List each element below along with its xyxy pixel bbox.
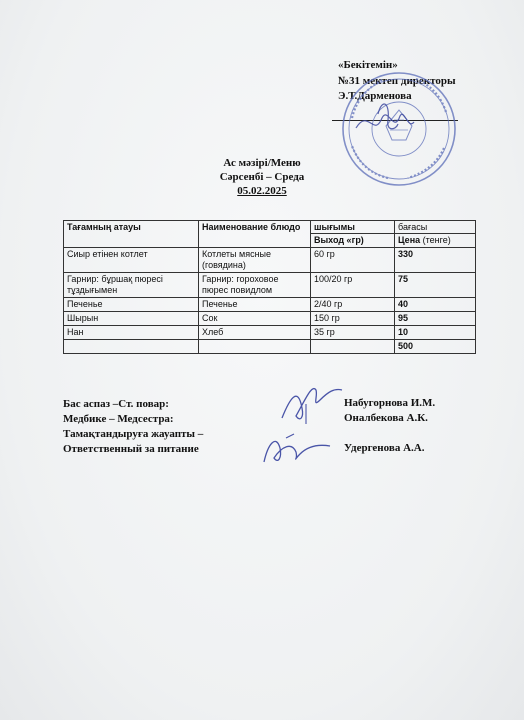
cell-empty: [64, 340, 199, 354]
header-price-ru-bold: Цена: [398, 235, 421, 245]
responsible-role-ru: Ответственный за питание: [63, 443, 199, 455]
cell-price: 75: [395, 273, 476, 298]
cell-yield: 60 гр: [311, 248, 395, 273]
table-row: [64, 273, 476, 298]
cell-dish-kz: Гарнир: бұршақ пюресі тұздығымен: [64, 273, 199, 298]
chef-name: Набугорнова И.М.: [344, 397, 436, 409]
menu-weekday: Сәрсенбі – Среда: [219, 171, 305, 183]
header-dish-kz: Тағамның атауы: [64, 221, 199, 248]
header-price-kz: бағасы: [398, 222, 428, 232]
cell-dish-ru: Печенье: [199, 298, 311, 312]
table-row: [64, 312, 476, 326]
staff-roles: [63, 397, 203, 457]
responsible-name: Удергенова А.А.: [344, 442, 425, 454]
header-yield-ru: Выход «гр): [311, 233, 394, 246]
cell-total-price: 500: [395, 340, 476, 354]
nurse-name: Оналбекова А.К.: [344, 412, 428, 424]
table-header-row: [64, 221, 476, 248]
chef-signature: [276, 378, 346, 428]
header-dish-ru: Наименование блюдо: [199, 221, 311, 248]
menu-table: [63, 220, 476, 354]
chef-role: Бас аспаз –Ст. повар:: [63, 398, 169, 410]
cell-dish-ru: Сок: [199, 312, 311, 326]
menu-title-block: [0, 156, 524, 198]
cell-dish-ru: Хлеб: [199, 326, 311, 340]
nurse-role: Медбике – Медсестра:: [63, 413, 174, 425]
approval-heading: «Бекітемін»: [338, 59, 398, 71]
table-total-row: [64, 340, 476, 354]
cell-dish-ru: Котлеты мясные (говядина): [199, 248, 311, 273]
cell-yield: 35 гр: [311, 326, 395, 340]
cell-dish-kz: Сиыр етінен котлет: [64, 248, 199, 273]
header-yield-kz: шығымы: [314, 222, 355, 232]
cell-yield: 100/20 гр: [311, 273, 395, 298]
cell-yield: 150 гр: [311, 312, 395, 326]
cell-price: 330: [395, 248, 476, 273]
cell-dish-ru: Гарнир: гороховое пюрес повидлом: [199, 273, 311, 298]
cell-dish-kz: Шырын: [64, 312, 199, 326]
menu-title: Ас мәзірі/Меню: [223, 157, 301, 169]
cell-price: 10: [395, 326, 476, 340]
table-row: [64, 248, 476, 273]
header-price-ru: [395, 233, 475, 246]
responsible-signature: [258, 428, 338, 468]
header-price-currency: (тенге): [422, 235, 451, 245]
approval-school-director: №31 мектеп директоры: [338, 74, 456, 87]
cell-empty: [199, 340, 311, 354]
responsible-role-kz: Тамақтандыруға жауапты –: [63, 428, 204, 440]
cell-price: 95: [395, 312, 476, 326]
approval-director-name: Э.Т.Дарменова: [338, 90, 412, 102]
table-row: [64, 298, 476, 312]
header-yield: [311, 221, 395, 248]
cell-dish-kz: Нан: [64, 326, 199, 340]
header-price: [395, 221, 476, 248]
cell-empty: [311, 340, 395, 354]
table-row: [64, 326, 476, 340]
cell-yield: 2/40 гр: [311, 298, 395, 312]
menu-date: 05.02.2025: [237, 185, 287, 197]
cell-dish-kz: Печенье: [64, 298, 199, 312]
cell-price: 40: [395, 298, 476, 312]
